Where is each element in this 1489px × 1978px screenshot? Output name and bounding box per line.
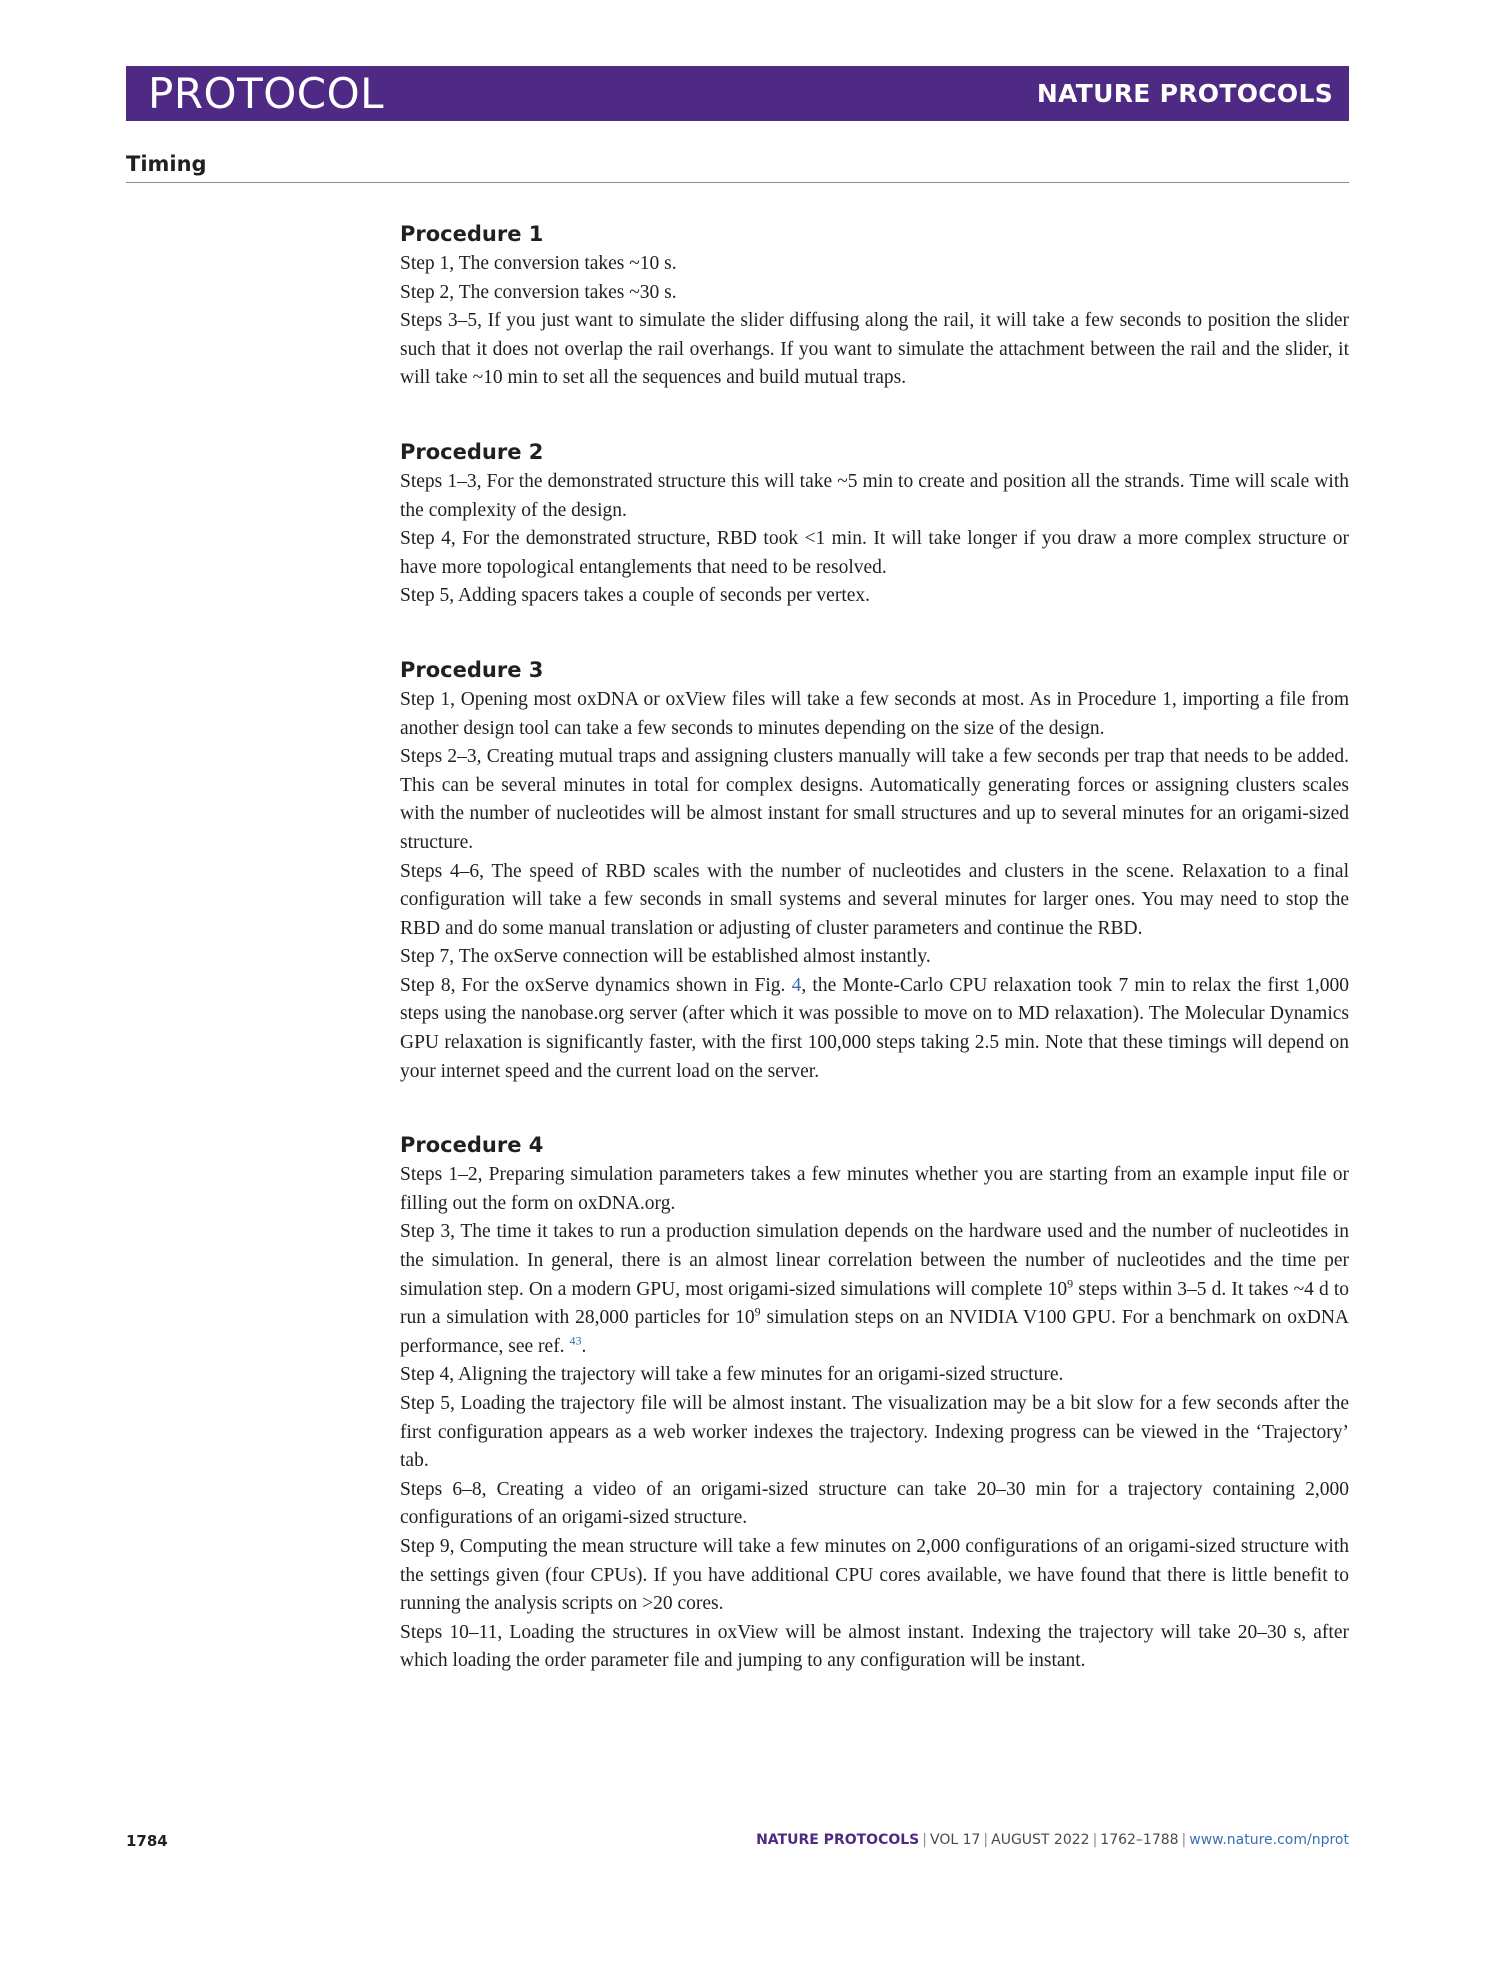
step-paragraph: Steps 4–6, The speed of RBD scales with the number of nucleotides and clusters in the scene. Relaxation to a final configuration will take a few seconds in small systems and several minutes for larger ones. You may need to stop the RBD and do some manual translation or adjusting of cluster parameters and continue the RBD. xyxy=(400,860,1349,939)
step-text: Step 3, The time it takes to run a production simulation depends on the hardware used and the number of nucleotides in the simulation. In general, there is an almost linear correlation between the number of nucleotides and the time per simulation step. On a modern GPU, most origami-sized simulations will complete 10 xyxy=(400,1221,1349,1300)
step-paragraph: Steps 1–3, For the demonstrated structure this will take ~5 min to create and position all the strands. Time will scale with the complexity of the design. xyxy=(400,470,1349,521)
step-paragraph: Steps 3–5, If you just want to simulate the slider diffusing along the rail, it will take a few seconds to position the slider such that it does not overlap the rail overhangs. If you want to simulate the attachment between the rail and the slider, it will take ~10 min to set all the sequences and build mutual traps. xyxy=(400,310,1349,389)
footer-volume: VOL 17 xyxy=(929,1832,981,1848)
journal-name-header: NATURE PROTOCOLS xyxy=(1036,79,1333,108)
step-paragraph: Step 5, Loading the trajectory file will be almost instant. The visualization may be a bit slow for a few seconds after the first configuration appears as a web worker indexes the trajectory. Indexing progress can be viewed in the ‘Trajectory’ tab. xyxy=(400,1393,1349,1472)
step-paragraph: Step 1, Opening most oxDNA or oxView files will take a few seconds at most. As in Procedure 1, importing a file from another design tool can take a few seconds to minutes depending on the size of the design. xyxy=(400,688,1349,739)
footer-pages: 1762–1788 xyxy=(1100,1832,1179,1848)
step-paragraph: Steps 2–3, Creating mutual traps and assigning clusters manually will take a few seconds per trap that needs to be added. This can be several minutes in total for complex designs. Automatically generating forces or assigning clusters scales with the number of nucleotides will be almost instant for small structures and up to several minutes for an origami-sized structure. xyxy=(400,746,1349,853)
step-paragraph: Step 9, Computing the mean structure will take a few minutes on 2,000 configurations of an origami-sized structure with the settings given (four CPUs). If you have additional CPU cores available, we have found that there is little benefit to running the analysis scripts on >20 cores. xyxy=(400,1535,1349,1615)
procedure-title: Procedure 1 xyxy=(400,222,544,246)
step-text: simulation steps on an NVIDIA V100 GPU. For a benchmark on oxDNA performance, see ref. xyxy=(400,1307,1350,1357)
step-text: steps within 3–5 d. It takes ~4 d to run a simulation with 28,000 particles for 10 xyxy=(400,1278,1350,1329)
section-divider xyxy=(126,182,1349,183)
journal-url-link[interactable]: www.nature.com/nprot xyxy=(1189,1832,1349,1848)
header-bar xyxy=(126,66,1349,121)
section-title: Timing xyxy=(126,152,207,176)
procedure-title: Procedure 4 xyxy=(400,1133,544,1158)
step-text: Step 8, For the oxServe dynamics shown in Fig. xyxy=(400,974,792,996)
footer-separator: | xyxy=(1092,1832,1098,1848)
procedure-4 xyxy=(400,1131,1349,1676)
step-paragraph: Step 5, Adding spacers takes a couple of seconds per vertex. xyxy=(400,585,871,607)
step-paragraph: Step 1, The conversion takes ~10 s. xyxy=(400,253,677,274)
procedure-title: Procedure 3 xyxy=(400,657,544,682)
procedure-title: Procedure 2 xyxy=(400,439,544,464)
step-paragraph: Step 4, For the demonstrated structure, RBD took <1 min. It will take longer if you draw a more complex structure or have more topological entanglements that need to be resolved. xyxy=(400,528,1349,578)
footer-journal: NATURE PROTOCOLS xyxy=(756,1832,920,1848)
article-type-label: PROTOCOL xyxy=(148,69,385,118)
step-paragraph: Step 2, The conversion takes ~30 s. xyxy=(400,281,677,303)
figure-link[interactable]: 4 xyxy=(791,974,802,996)
footer-separator: | xyxy=(1181,1832,1187,1848)
step-paragraph xyxy=(400,972,1349,1086)
footer-citation xyxy=(756,1832,1349,1848)
footer-date: AUGUST 2022 xyxy=(991,1832,1090,1848)
footer-separator: | xyxy=(983,1832,989,1848)
procedure-1 xyxy=(400,220,1349,393)
step-paragraph xyxy=(400,1218,1349,1361)
reference-link[interactable]: 43 xyxy=(569,1333,582,1348)
exponent: 9 xyxy=(1067,1276,1074,1291)
step-paragraph: Steps 10–11, Loading the structures in oxView will be almost instant. Indexing the trajectory will take 20–30 s, after which loading the order parameter file and jumping to any configuration will be instant. xyxy=(400,1621,1349,1672)
step-paragraph: Steps 6–8, Creating a video of an origami-sized structure can take 20–30 min for a trajectory containing 2,000 configurations of an origami-sized structure. xyxy=(400,1478,1349,1529)
footer-separator: | xyxy=(922,1832,927,1848)
timing-content xyxy=(400,220,1349,1721)
step-paragraph: Steps 1–2, Preparing simulation parameters takes a few minutes whether you are starting from an example input file or filling out the form on oxDNA.org. xyxy=(400,1164,1349,1214)
step-paragraph: Step 7, The oxServe connection will be established almost instantly. xyxy=(400,946,931,968)
step-paragraph: Step 4, Aligning the trajectory will take a few minutes for an origami-sized structure. xyxy=(400,1364,1064,1386)
exponent: 9 xyxy=(754,1304,761,1319)
procedure-2 xyxy=(400,438,1349,611)
step-text: , the Monte-Carlo CPU relaxation took 7 min to relax the first 1,000 steps using the nanobase.org server (after which it was possible to move on to MD relaxation). The Molecular Dynamics GPU relaxation is significantly faster, with the first 100,000 steps taking 2.5 min. Note that these timings will depend on your internet speed and the current load on the server. xyxy=(400,974,1349,1082)
page-number: 1784 xyxy=(126,1832,168,1850)
procedure-3 xyxy=(400,656,1349,1086)
step-text: . xyxy=(581,1335,587,1357)
